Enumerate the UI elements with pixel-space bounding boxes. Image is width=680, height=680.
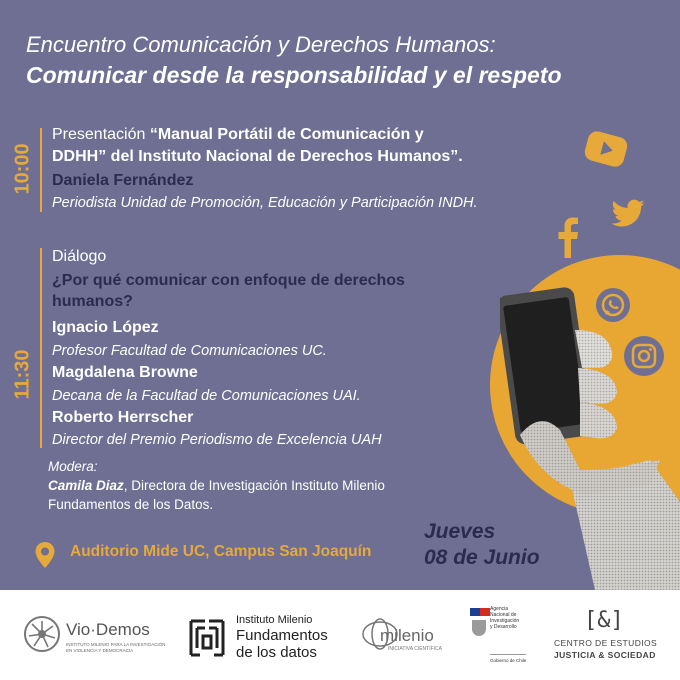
session1-title-a: “Manual Portátil de Comunicación y <box>149 126 424 143</box>
viodemos-name: Vio·Demos <box>66 620 150 639</box>
agencia-line2: Nacional de <box>490 612 517 618</box>
moderator-role-a: , Directora de Investigación Instituto Milenio <box>123 478 385 493</box>
agencia-line3: Investigación <box>490 618 520 624</box>
session1-speaker: Daniela Fernández <box>52 172 194 189</box>
fundamentos-line2: Fundamentos <box>236 627 328 644</box>
twitter-icon <box>608 196 648 232</box>
milenio-name: milenio <box>380 626 434 645</box>
session1-title-b: DDHH” del Instituto Nacional de Derechos Humanos”. <box>52 148 463 165</box>
flag-red-band <box>480 608 490 616</box>
viodemos-sub-a: INSTITUTO MILENIO PARA LA INVESTIGACIÓN <box>66 642 166 647</box>
moderator-name: Camila Diaz <box>48 478 124 493</box>
speaker-name: Magdalena Browne <box>52 364 198 381</box>
fundamentos-line3: de los datos <box>236 644 317 661</box>
moderator-label: Modera: <box>48 459 98 474</box>
session1-label <box>52 126 424 144</box>
agencia-line5: Gobierno de Chile <box>490 658 527 663</box>
location-pin-icon <box>34 541 56 569</box>
shield-icon <box>472 620 486 636</box>
speaker-role: Decana de la Facultad de Comunicaciones UAI. <box>52 388 361 404</box>
gobierno-chile-logo <box>470 608 530 670</box>
event-title: Encuentro Comunicación y Derechos Humanos: <box>26 32 496 57</box>
justicia-mark: [&] <box>584 608 624 633</box>
agencia-line1: Agencia <box>490 606 509 612</box>
session1-role: Periodista Unidad de Promoción, Educación y Participación INDH. <box>52 195 478 211</box>
speaker-role: Profesor Facultad de Comunicaciones UC. <box>52 343 327 359</box>
session1-divider <box>40 128 42 212</box>
hand-holding-phone-image <box>500 270 680 590</box>
session1-label-text: Presentación <box>52 126 150 143</box>
flag-blue-band <box>470 608 480 616</box>
speaker-name: Roberto Herrscher <box>52 409 194 426</box>
justicia-line2: JUSTICIA & SOCIEDAD <box>554 650 656 660</box>
viodemos-logo-icon <box>22 614 62 654</box>
justicia-line1: CENTRO DE ESTUDIOS <box>554 638 658 648</box>
youtube-icon <box>582 128 630 170</box>
agencia-line4: y Desarrollo <box>490 624 517 630</box>
session1-time: 10:00 <box>11 143 34 195</box>
moderator-line <box>48 478 385 493</box>
instagram-icon <box>622 334 666 378</box>
moderator-role-b: Fundamentos de los Datos. <box>48 497 214 512</box>
speaker-role: Director del Premio Periodismo de Excelencia UAH <box>52 432 382 448</box>
session2-question-a: ¿Por qué comunicar con enfoque de derechos <box>52 272 405 289</box>
fundamentos-logo-icon <box>188 618 226 658</box>
session2-question-b: humanos? <box>52 293 133 310</box>
event-day: Jueves <box>424 520 496 543</box>
viodemos-sub-b: EN VIOLENCIA Y DEMOCRACIA <box>66 648 134 653</box>
session2-label: Diálogo <box>52 248 107 265</box>
divider <box>490 654 526 655</box>
session2-time: 11:30 <box>11 349 34 400</box>
event-date: 08 de Junio <box>424 546 540 569</box>
milenio-sub: INICIATIVA CIENTÍFICA <box>388 646 442 652</box>
session2-divider <box>40 248 42 448</box>
facebook-icon <box>554 214 580 258</box>
fundamentos-line1: Instituto Milenio <box>236 614 313 626</box>
event-venue: Auditorio Mide UC, Campus San Joaquín <box>70 543 372 560</box>
speaker-name: Ignacio López <box>52 319 159 336</box>
whatsapp-icon <box>594 286 632 324</box>
sponsor-footer <box>0 590 680 680</box>
event-subtitle: Comunicar desde la responsabilidad y el respeto <box>26 62 562 88</box>
